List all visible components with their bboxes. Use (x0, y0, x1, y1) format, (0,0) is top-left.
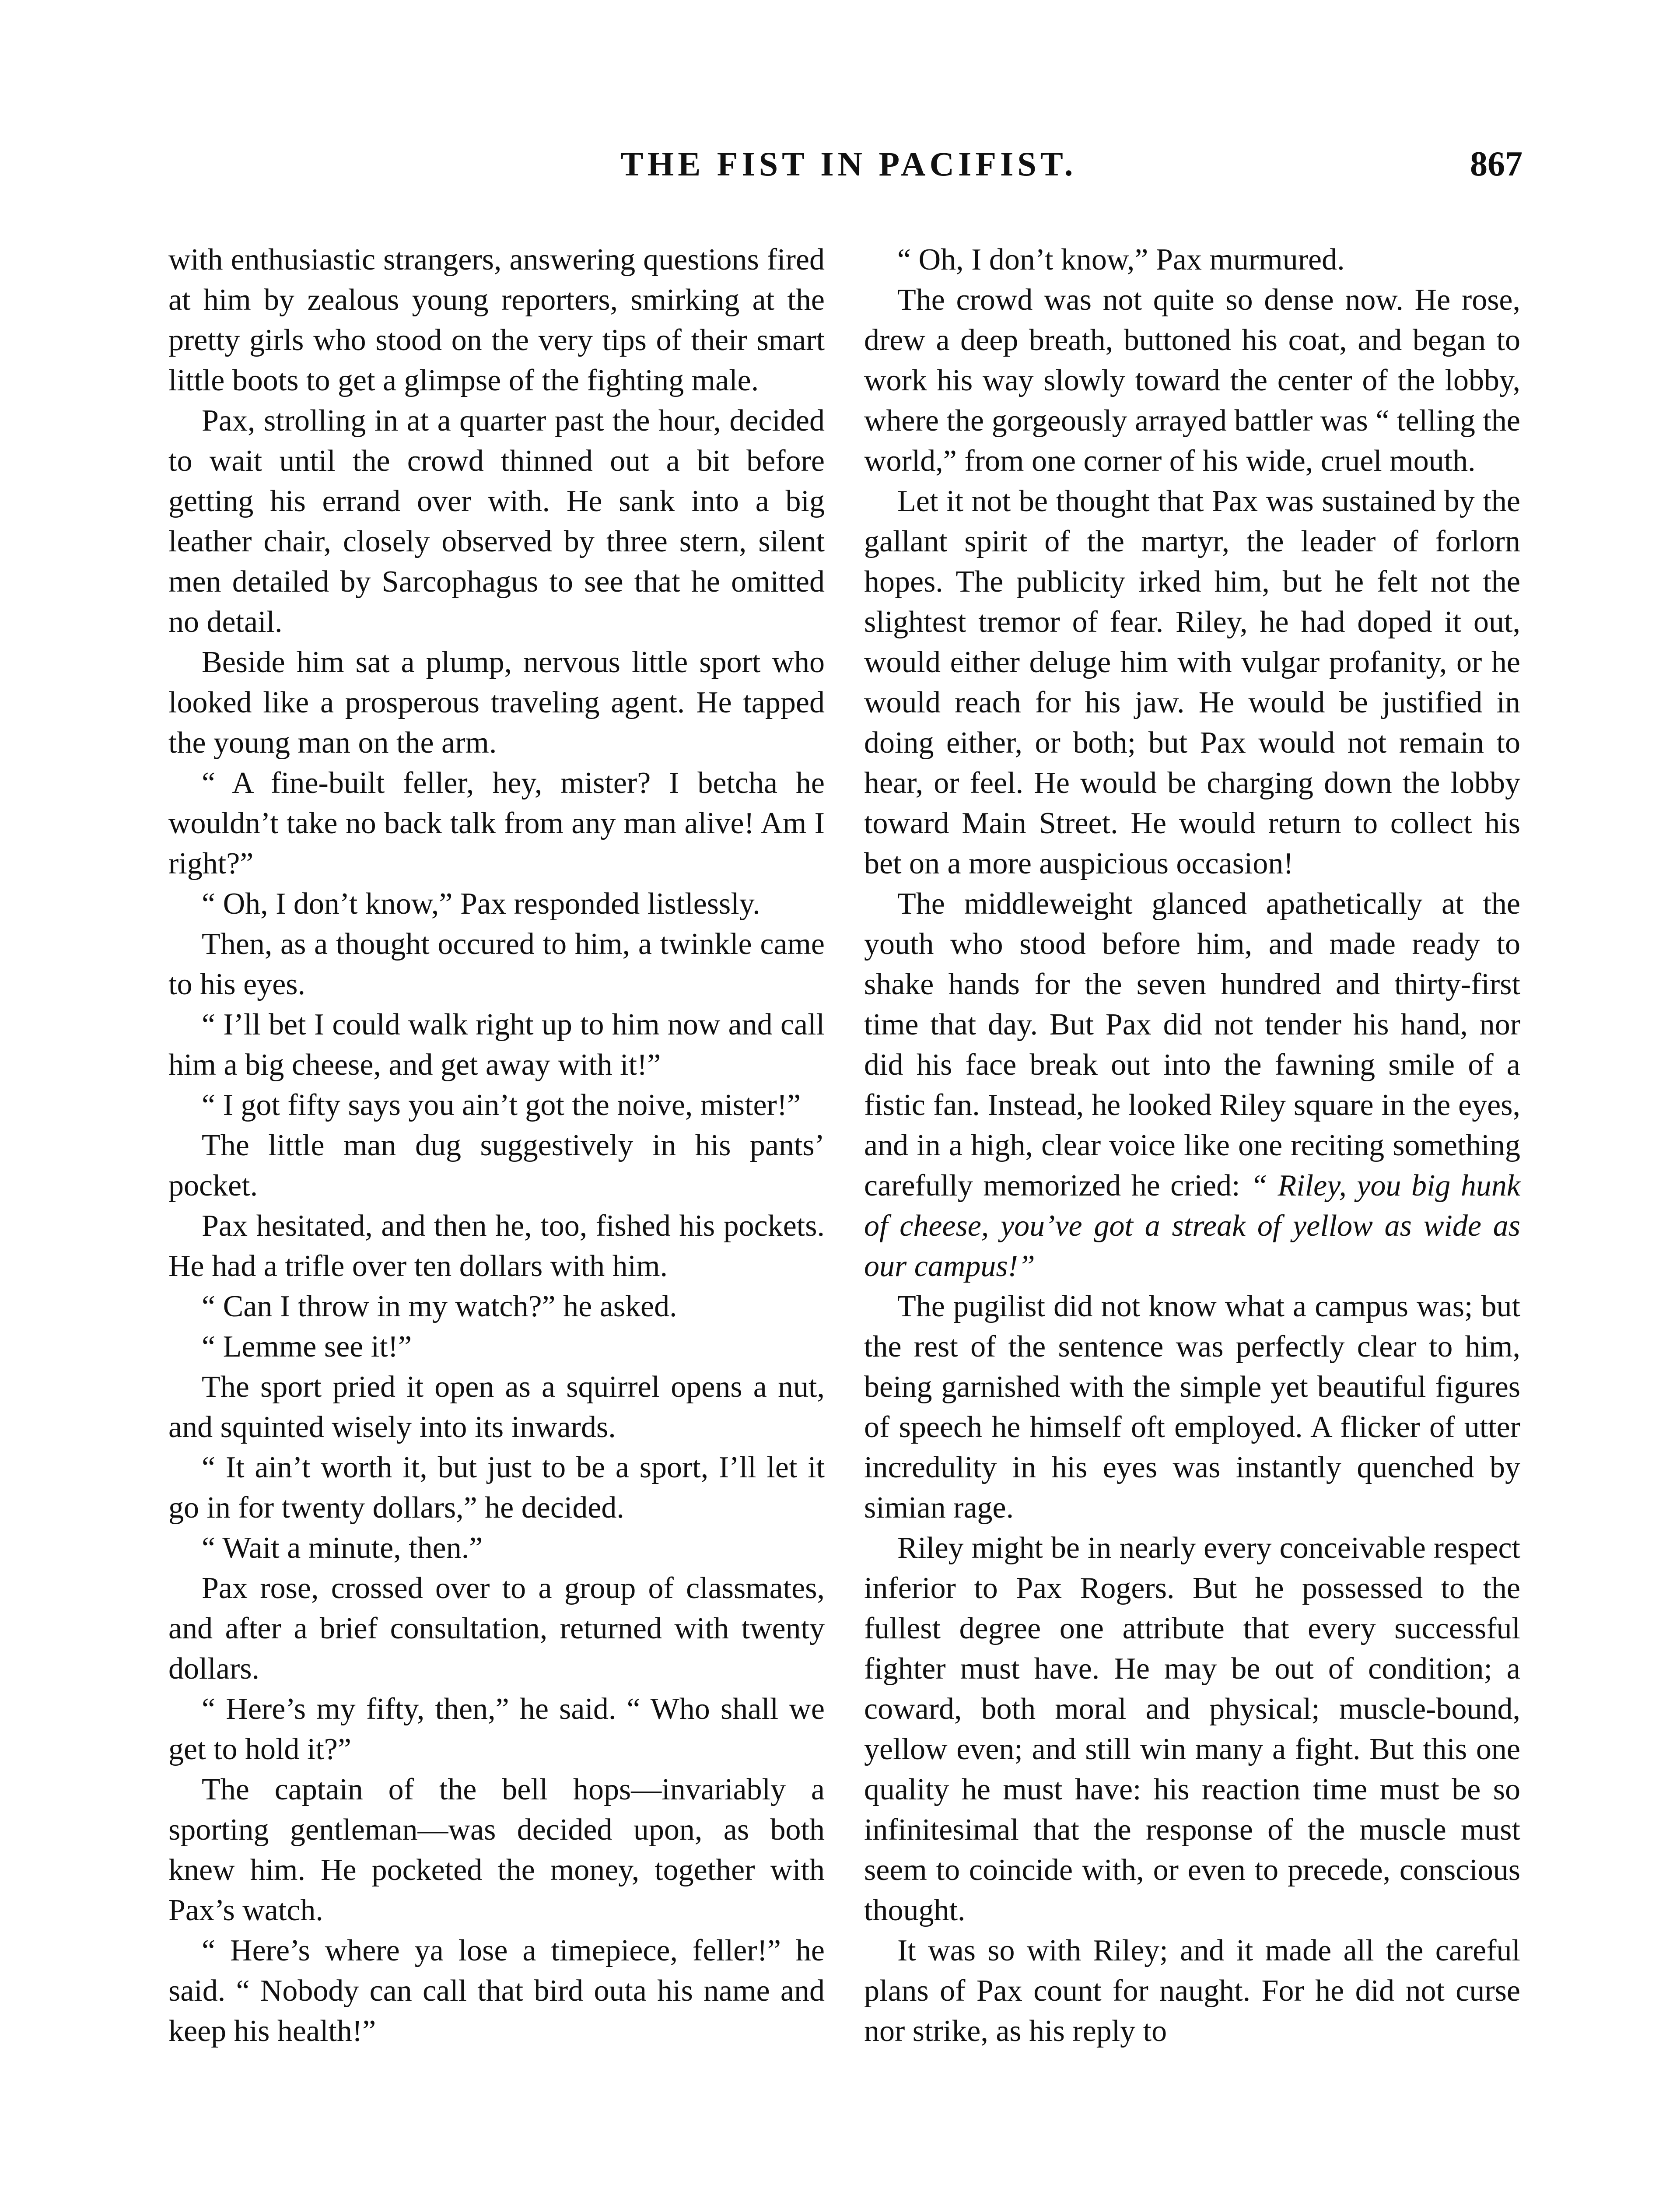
paragraph-text: The middleweight glanced apathetically at the youth who stood before him, and made ready to shake hands for the seven hundred and thirty-first time that day. But Pax did not tender his hand, nor did his face break out into the fawning smile of a fistic fan. Instead, he looked Riley square in the eyes, and in a high, clear voice like one reciting something carefully memorized he cried: (864, 887, 1520, 1203)
paragraph: Pax hesitated, and then he, too, fished his pockets. He had a trifle over ten dollars with him. (168, 1209, 825, 1283)
paragraph: “ Can I throw in my watch?” he asked. (202, 1290, 677, 1323)
paragraph: “ I’ll bet I could walk right up to him now and call him a big cheese, and get away with it!” (168, 1008, 825, 1082)
paragraph: The pugilist did not know what a campus was; but the rest of the sentence was perfectly clear to him, being garnished with the simple yet beautiful figures of speech he himself oft employed. A flicker of utter incredulity in his eyes was instantly quenched by simian rage. (864, 1290, 1520, 1525)
paragraph: “ Oh, I don’t know,” Pax murmured. (897, 243, 1345, 277)
text-columns (168, 240, 1520, 2188)
paragraph: “ Here’s where ya lose a timepiece, feller!” he said. “ Nobody can call that bird outa his name and keep his health!” (168, 1934, 825, 2048)
paragraph: “ It ain’t worth it, but just to be a sport, I’ll let it go in for twenty dollars,” he decided. (168, 1451, 825, 1525)
paragraph: “ Here’s my fifty, then,” he said. “ Who shall we get to hold it?” (168, 1692, 825, 1766)
left-column (168, 240, 825, 2051)
paragraph: “ Wait a minute, then.” (202, 1531, 483, 1565)
right-column (864, 240, 1520, 2051)
paragraph: Pax, strolling in at a quarter past the hour, decided to wait until the crowd thinned out a bit before getting his errand over with. He sank into a big leather chair, closely observed by three stern, silent men detailed by Sarcophagus to see that he omitted no detail. (168, 404, 825, 639)
paragraph: Let it not be thought that Pax was sustained by the gallant spirit of the martyr, the leader of forlorn hopes. The publicity irked him, but he felt not the slightest tremor of fear. Riley, he had doped it out, would either deluge him with vulgar profanity, or he would reach for his jaw. He would be justified in doing either, or both; but Pax would not remain to hear, or feel. He would be charging down the lobby toward Main Street. He would return to collect his bet on a more auspicious occasion! (864, 484, 1520, 880)
paragraph (864, 884, 1520, 1287)
page-number: 867 (1470, 145, 1522, 183)
paragraph: “ I got fifty says you ain’t got the noive, mister!” (202, 1088, 801, 1122)
paragraph: The captain of the bell hops—invariably a sporting gentleman—was decided upon, as both knew him. He pocketed the money, together with Pax’s watch. (168, 1773, 825, 1927)
paragraph: “ A fine-built feller, hey, mister? I betcha he wouldn’t take no back talk from any man alive! Am I right?” (168, 766, 825, 880)
paragraph: Pax rose, crossed over to a group of classmates, and after a brief consultation, returned with twenty dollars. (168, 1571, 825, 1686)
paragraph: The little man dug suggestively in his pants’ pocket. (168, 1129, 825, 1203)
italic-quote: “ Riley, you big hunk of cheese, you’ve got a streak of yellow as wide as our campus!” (864, 1169, 1520, 1283)
paragraph: The sport pried it open as a squirrel opens a nut, and squinted wisely into its inwards. (168, 1370, 825, 1444)
running-header (175, 144, 1522, 193)
paragraph: Riley might be in nearly every conceivable respect inferior to Pax Rogers. But he possessed to the fullest degree one attribute that every successful fighter must have. He may be out of condition; a coward, both moral and physical; muscle-bound, yellow even; and still win many a fight. But this one quality he must have: his reaction time must be so infinitesimal that the response of the muscle must seem to coincide with, or even to precede, conscious thought. (864, 1531, 1520, 1927)
paragraph: Then, as a thought occured to him, a twinkle came to his eyes. (168, 927, 825, 1001)
running-title: THE FIST IN PACIFIST. (620, 145, 1077, 183)
paragraph: The crowd was not quite so dense now. He rose, drew a deep breath, buttoned his coat, and began to work his way slowly toward the center of the lobby, where the gorgeously arrayed battler was “ telling the world,” from one corner of his wide, cruel mouth. (864, 283, 1520, 478)
paragraph: with enthusiastic strangers, answering questions fired at him by zealous young reporters, smirking at the pretty girls who stood on the very tips of their smart little boots to get a glimpse of the fighting male. (168, 243, 825, 397)
paragraph: “ Oh, I don’t know,” Pax responded listlessly. (202, 887, 760, 921)
paragraph: “ Lemme see it!” (202, 1330, 412, 1364)
paragraph: It was so with Riley; and it made all the careful plans of Pax count for naught. For he did not curse nor strike, as his reply to (864, 1934, 1520, 2048)
paragraph: Beside him sat a plump, nervous little sport who looked like a prosperous traveling agent. He tapped the young man on the arm. (168, 645, 825, 760)
